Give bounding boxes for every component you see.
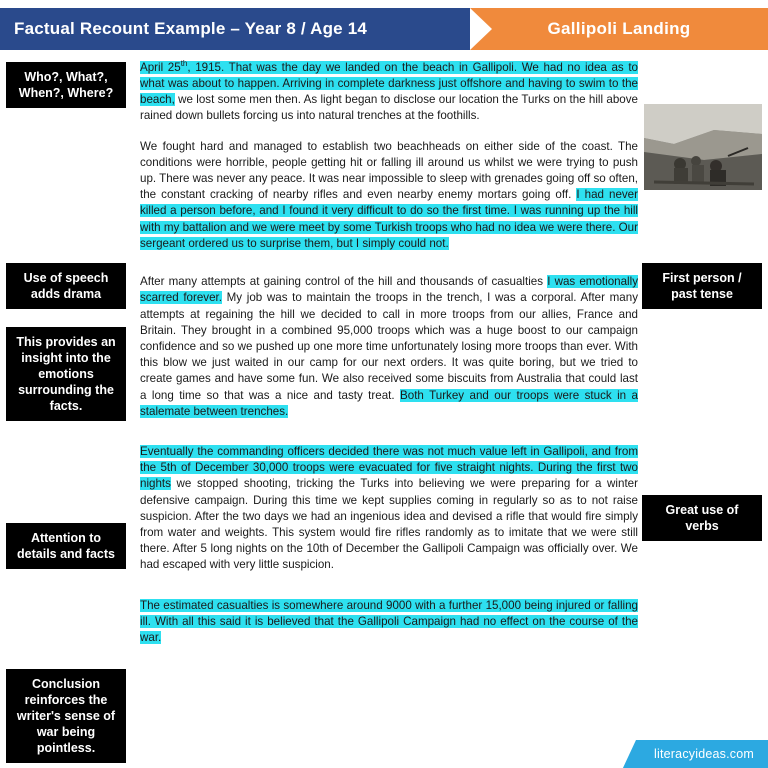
trench-photo-image bbox=[644, 104, 762, 190]
paragraph-3-mid: My job was to maintain the troops in the trench, I was a corporal. After many attempts at regaining the hill we decided to call in more troops from our allies, France and Britain. They brought in a combined 95,000 troops which was a huge boost to our campaign confidence and so we pushed up one more time unfortunately losing more troops than ever. With this blow we just waited in our camp for our next orders. It was quite boring, but we tried to create games and have some fun. We also received some biscuits from Australia that could last a long time so that was a nice and tasty treat. bbox=[140, 291, 638, 402]
header-subtitle: Gallipoli Landing bbox=[547, 19, 691, 38]
paragraph-1-rest: we lost some men then. As light began to disclose our location the Turks on the hill above rained down bullets forcing us into natural trenches at the foothills. bbox=[140, 93, 638, 123]
highlight-p4-evacuation: Eventually the commanding officers decided there was not much value left in Gallipoli, and from the 5th of December 30,000 troops were evacuated for five straight nights. During the first two nights bbox=[140, 444, 638, 491]
paragraph-5 bbox=[140, 598, 638, 647]
paragraph-3 bbox=[140, 274, 638, 420]
annotation-first-person: First person / past tense bbox=[642, 263, 762, 309]
highlight-p1-date: April 25th, 1915. That was the day we landed on the beach in Gallipoli. We had no idea as to what was about to happen. Arriving in complete darkness just offshore and having to swim to the beach, bbox=[140, 59, 638, 107]
paragraph-2-pre: We fought hard and managed to establish two beachheads on either side of the coast. The conditions were horrible, people getting hit or falling ill around us whilst we were trying to push up. There was never any peace. It was near impossible to sleep with grenades going off so often, the constant cracking of nearby rifles and even nearby enemy mortars going off. bbox=[140, 139, 638, 202]
paragraph-3-pre: After many attempts at gaining control of the hill and thousands of casualties bbox=[140, 275, 548, 289]
annotation-insight-emotions: This provides an insight into the emotions surrounding the facts. bbox=[6, 327, 126, 421]
annotation-attention-details: Attention to details and facts bbox=[6, 523, 126, 569]
paragraph-2 bbox=[140, 139, 638, 252]
paragraph-4 bbox=[140, 444, 638, 574]
date-ordinal-suffix: th bbox=[180, 59, 188, 68]
paragraph-1 bbox=[140, 56, 638, 125]
site-watermark: literacyideas.com bbox=[636, 740, 768, 768]
spacer-3 bbox=[140, 588, 638, 598]
annotation-great-verbs: Great use of verbs bbox=[642, 495, 762, 541]
highlight-p3-stalemate: Both Turkey and our troops were stuck in a stalemate between trenches. bbox=[140, 388, 638, 418]
highlight-p3-emotion: I was emotionally scarred forever. bbox=[140, 275, 638, 305]
page-header bbox=[0, 8, 768, 50]
spacer-1 bbox=[140, 266, 638, 274]
header-right-banner bbox=[470, 8, 768, 50]
highlight-p2-speech: I had never killed a person before, and I found it very difficult to do so the first time. I was running up the hill with my battalion and we were meet by some Turkish troops who had no idea we were there. Our sergeant ordered us to surprise them, but I simply could not. bbox=[140, 188, 638, 250]
annotation-conclusion: Conclusion reinforces the writer's sense of war being pointless. bbox=[6, 669, 126, 763]
page-title: Factual Recount Example – Year 8 / Age 14 bbox=[14, 19, 368, 38]
header-left-banner bbox=[0, 8, 490, 50]
trench-photo bbox=[644, 104, 762, 190]
paragraph-4-rest: we stopped shooting, tricking the Turks into believing we were preparing for a winter defensive campaign. During this time we kept supplies coming in regularly so as to not raise suspicion. After the two days we had an ingenious idea and devised a rifle that would fire simply from water and weights. This system would fire rifles randomly as to imitate that we were still there. After 5 long nights on the 10th of December the Gallipoli Campaign was officially over. We had escaped with very little suspicion. bbox=[140, 477, 638, 572]
spacer-2 bbox=[140, 434, 638, 444]
annotation-use-of-speech: Use of speech adds drama bbox=[6, 263, 126, 309]
highlight-p5-conclusion: The estimated casualties is somewhere around 9000 with a further 15,000 being injured or falling ill. With all this said it is believed that the Gallipoli Campaign had no effect on the course of the war. bbox=[140, 598, 638, 644]
annotation-who-what-when-where: Who?, What?, When?, Where? bbox=[6, 62, 126, 108]
recount-text-column bbox=[140, 56, 638, 660]
